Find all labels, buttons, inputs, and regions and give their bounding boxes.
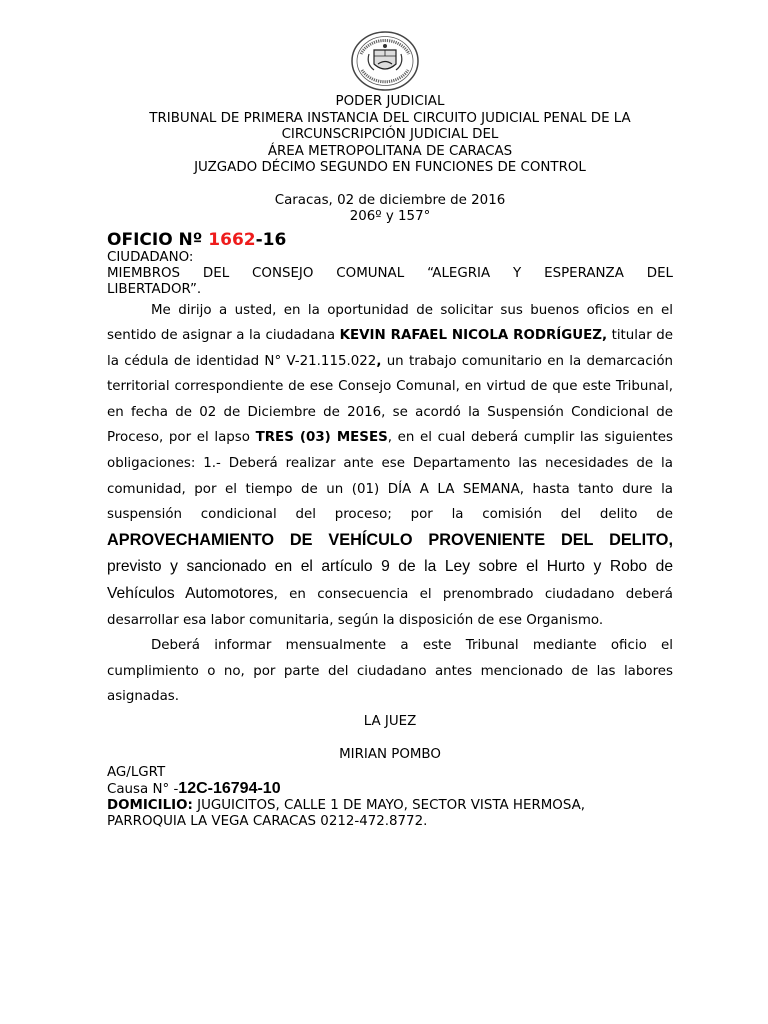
header-line-4: ÁREA METROPOLITANA DE CARACAS — [267, 143, 513, 159]
signature-block — [107, 714, 673, 763]
body-paragraph-2: Deberá informar mensualmente a este Tribunal mediante oficio el cumplimiento o no, por parte del ciudadano antes mencionado de las labores asignadas. — [107, 638, 673, 705]
causa-line — [107, 781, 673, 798]
court-header — [107, 94, 673, 177]
p1-text-a: Me dirijo a usted, en la oportunidad de solicitar sus buenos oficios en el sentido de asignar a la ciudadana — [107, 302, 673, 344]
recipient-block — [107, 250, 673, 298]
p1-text-e: previsto y sancionado en el artículo 9 de la Ley sobre el Hurto y Robo de Vehículos Automotores — [107, 558, 673, 603]
oficio-number — [107, 230, 673, 250]
date-block — [107, 193, 673, 226]
footer-block — [107, 765, 673, 830]
recipient-line-2: LIBERTADOR”. — [107, 281, 202, 297]
recipient-line-1: MIEMBROS DEL CONSEJO COMUNAL “ALEGRIA Y ESPERANZA DEL — [107, 265, 673, 281]
domicilio-line-2: PARROQUIA LA VEGA CARACAS 0212-472.8772. — [107, 814, 428, 829]
signature-name: MIRIAN POMBO — [339, 747, 441, 762]
document-page — [107, 30, 673, 830]
body-paragraph-1 — [107, 298, 673, 634]
recipient-label: CIUDADANO: — [107, 249, 194, 265]
p1-crime: APROVECHAMIENTO DE VEHÍCULO PROVENIENTE DEL DELITO, — [107, 530, 673, 549]
header-line-5: JUZGADO DÉCIMO SEGUNDO EN FUNCIONES DE CONTROL — [194, 160, 586, 175]
p1-person-name: KEVIN RAFAEL NICOLA RODRÍGUEZ, — [339, 328, 608, 344]
p1-text-c: un trabajo comunitario en la demarcación territorial correspondiente de ese Consejo Comunal, en virtud de que este Tribunal, en fecha de 02 de Diciembre de 2016, se acordó la Suspensión Condicional de Proceso, por el lapso — [107, 353, 673, 446]
p1-text-b: titular de la cédula de identidad N° V-21.115.022 — [107, 328, 673, 369]
domicilio-line-1 — [107, 798, 673, 814]
footer-initials: AG/LGRT — [107, 765, 166, 780]
header-line-1: PODER JUDICIAL — [335, 94, 445, 109]
header-line-2: TRIBUNAL DE PRIMERA INSTANCIA DEL CIRCUITO JUDICIAL PENAL DE LA — [149, 110, 631, 126]
domicilio-label: DOMICILIO: — [107, 798, 193, 813]
p1-text-d: , en el cual deberá cumplir las siguientes obligaciones: 1.- Deberá realizar ante ese Departamento las necesidades de la comunidad, por el tiempo de un (01) DÍA A LA SEMANA, hasta tanto dure la suspensión condicional del proceso; por la comisión del delito de — [107, 430, 673, 523]
p1-comma: , — [376, 353, 382, 369]
date-line: Caracas, 02 de diciembre de 2016 — [274, 192, 506, 208]
causa-label: Causa N° - — [107, 782, 179, 797]
p1-term: TRES (03) MESES — [255, 430, 388, 446]
header-line-3: CIRCUNSCRIPCIÓN JUDICIAL DEL — [281, 127, 499, 142]
oficio-prefix: OFICIO Nº — [107, 229, 209, 250]
coat-of-arms-seal-icon — [350, 30, 420, 92]
oficio-number-red: 1662 — [208, 229, 256, 250]
signature-title: LA JUEZ — [363, 714, 417, 729]
causa-number: 12C-16794-10 — [178, 780, 281, 797]
oficio-suffix: -16 — [255, 229, 287, 250]
domicilio-text-1: JUGUICITOS, CALLE 1 DE MAYO, SECTOR VISTA HERMOSA, — [192, 798, 586, 813]
years-line: 206º y 157° — [349, 209, 431, 224]
p1-text-f: , en consecuencia el prenombrado ciudadano deberá desarrollar esa labor comunitaria, según la disposición de ese Organismo. — [107, 587, 673, 628]
